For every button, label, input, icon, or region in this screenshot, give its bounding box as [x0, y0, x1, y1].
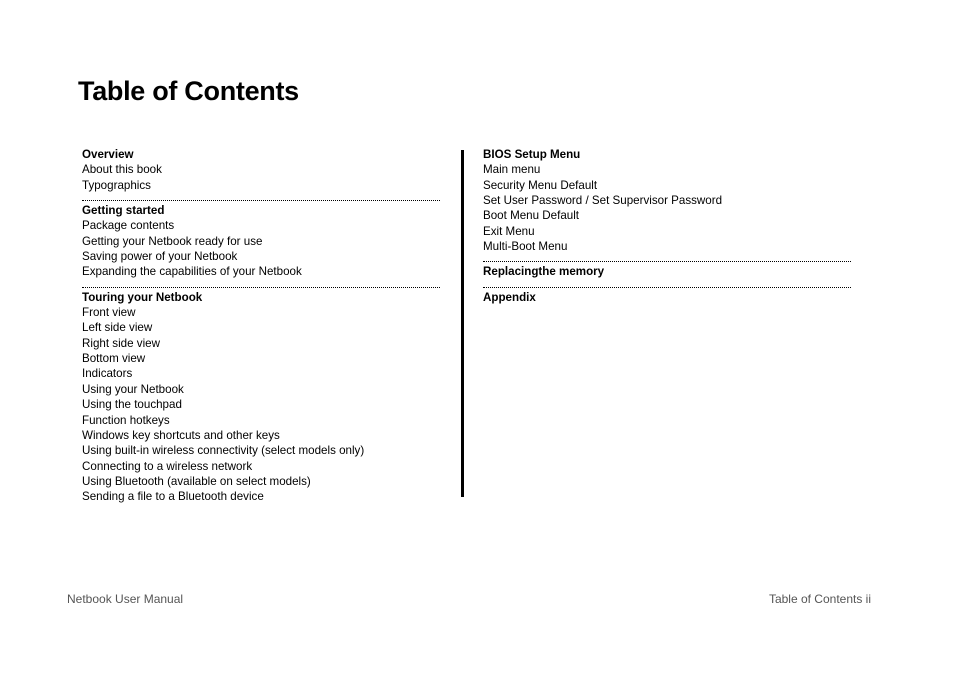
column-divider: [461, 150, 464, 497]
toc-section: [82, 147, 440, 193]
toc-section-heading[interactable]: BIOS Setup Menu: [483, 148, 581, 161]
toc-section-heading[interactable]: Getting started: [82, 204, 165, 218]
toc-entry[interactable]: Bottom view: [82, 352, 146, 366]
toc-entry[interactable]: Using your Netbook: [82, 382, 184, 396]
page-title: Table of Contents: [78, 76, 299, 106]
toc-entry[interactable]: Multi-Boot Menu: [483, 240, 568, 254]
toc-entry[interactable]: Function hotkeys: [82, 413, 170, 427]
toc-entry[interactable]: Windows key shortcuts and other keys: [82, 428, 280, 442]
toc-entry[interactable]: Left side view: [82, 321, 153, 335]
toc-entry[interactable]: Exit Menu: [483, 224, 535, 238]
toc-entry[interactable]: Boot Menu Default: [483, 209, 580, 223]
footer-manual-name: Netbook User Manual: [67, 592, 184, 606]
toc-right-column: [483, 147, 851, 305]
toc-entry[interactable]: Typographics: [82, 178, 151, 192]
toc-left-column: [82, 147, 440, 505]
toc-entry[interactable]: Security Menu Default: [483, 178, 598, 192]
toc-entry[interactable]: Saving power of your Netbook: [82, 250, 238, 264]
toc-entry[interactable]: Main menu: [483, 163, 541, 177]
toc-section-heading[interactable]: Replacingthe memory: [483, 265, 605, 279]
footer-page-label: Table of Contents ii: [768, 592, 871, 606]
toc-entry[interactable]: Sending a file to a Bluetooth device: [82, 490, 264, 504]
toc-section: [82, 200, 440, 280]
toc-section: [483, 287, 851, 305]
toc-entry[interactable]: Using Bluetooth (available on select models): [82, 474, 311, 488]
toc-section: [483, 261, 851, 279]
toc-section-heading[interactable]: Appendix: [483, 290, 536, 304]
toc-entry[interactable]: Indicators: [82, 367, 133, 381]
toc-section-heading[interactable]: Overview: [82, 148, 134, 161]
toc-entry[interactable]: Expanding the capabilities of your Netbook: [82, 265, 302, 279]
toc-section: [483, 147, 851, 254]
toc-entry[interactable]: Using built-in wireless connectivity (select models only): [82, 444, 365, 458]
toc-entry[interactable]: Set User Password / Set Supervisor Password: [483, 194, 723, 208]
toc-entry[interactable]: Package contents: [82, 219, 175, 233]
toc-section: [82, 287, 440, 505]
toc-entry[interactable]: Front view: [82, 306, 136, 320]
toc-section-heading[interactable]: Touring your Netbook: [82, 290, 203, 304]
toc-entry[interactable]: About this book: [82, 163, 162, 177]
toc-entry[interactable]: Using the touchpad: [82, 398, 182, 412]
toc-entry[interactable]: Connecting to a wireless network: [82, 459, 253, 473]
toc-entry[interactable]: Right side view: [82, 336, 160, 350]
toc-entry[interactable]: Getting your Netbook ready for use: [82, 234, 263, 248]
